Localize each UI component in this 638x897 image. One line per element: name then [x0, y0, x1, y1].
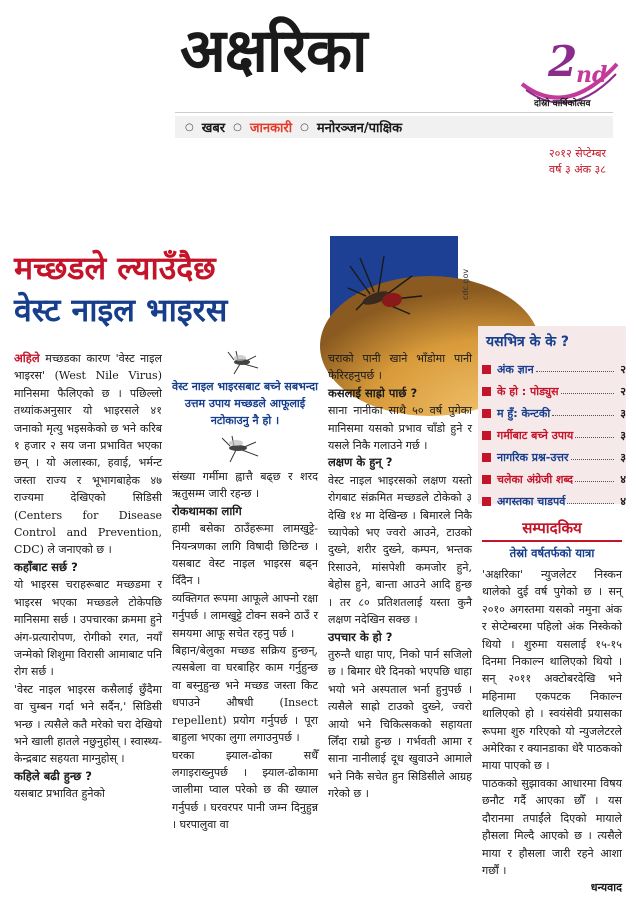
mosquito-photo	[330, 236, 458, 340]
square-bullet-icon	[482, 431, 491, 440]
toc-list	[478, 358, 626, 512]
toc-item[interactable]: चलेका अंग्रेजी शब्द ४	[478, 468, 626, 490]
tagline-news: खबर	[201, 121, 226, 136]
tagline-info: जानकारी	[249, 121, 293, 136]
square-bullet-icon	[482, 475, 491, 484]
toc-item[interactable]: म हुँ: केन्टकी ३	[478, 402, 626, 424]
subheading: लक्षण के हुन् ?	[328, 455, 393, 470]
paragraph: यसबाट प्रभावित हुनेको	[14, 787, 105, 801]
paragraph: 'वेस्ट नाइल भाइरस कसैलाई छुँदैमा वा चुम्बन गर्दा भने सर्दैन,' सिडिसी भन्छ । त्यसैले कतै मरेको चरा देखियो भने खाली हातले नछुनुहोस् । स्वास्थ्य-केन्द्रबाट सहयता माग्नुहोस् ।	[14, 682, 162, 766]
square-bullet-icon	[482, 387, 491, 396]
headline-line-2: वेस्ट नाइल भाइरस	[14, 291, 228, 329]
paragraph: 'अक्षरिका' न्युजलेटर निस्कन थालेको दुई वर्ष पुगेको छ । सन् २०१० अगस्तमा यसको नमुना अंक र सेप्टेम्बरमा पहिलो अंक निस्केको थियो । शुरुमा यसलाई १५-१५ दिनमा निकाल्न थालिएको थियो । सन् २०११ अक्टोबरदेखि भने महिनामा एकपटक निकाल्न थालिएको हो । स्वयंसेवी प्रयासका रूपमा शुरु गरिएको यो न्युजलेटरले अमेरिका र क्यानडाका धेरै पाठकको माया पाएको छ ।	[482, 568, 622, 773]
editorial-column	[482, 566, 622, 897]
toc-item[interactable]: के हो : पोड्युस २	[478, 380, 626, 402]
masthead-rule	[175, 112, 613, 113]
tagline-bar	[175, 116, 613, 138]
toc-item[interactable]: अगस्तका चाडपर्व ४	[478, 490, 626, 512]
paragraph: पाठकको सुझावका आधारमा विषय छनौट गर्दै आएका छौँ । यस दौरानमा तपाईंले दिएको मायाले हौसला मिल्दै आएको छ । त्यसैले माया र हौसला जारी रहने आशा गर्छौं ।	[482, 776, 622, 877]
paragraph: तुरुन्तै धाहा पाए, निको पार्न सजिलो छ । बिमार धेरै दिनको भएपछि धाहा भयो भने अस्पताल भर्ना हुनुपर्छ । त्यसैले साह्रो टाउको दुख्ने, ज्वरो आयो भने चिकित्सकको सहायता लिँदा राम्रो हुन्छ । गर्भवती आमा र साना नानीलाई दूध खुवाउने आमाले भने निकै सचेत हुन सिडिसीले आग्रह गरेको छ ।	[328, 647, 472, 801]
subheading: कसलाई साह्रो पार्छ ?	[328, 385, 418, 400]
issue-volume: वर्ष ३ अंक ३८	[549, 163, 606, 176]
mosquito-photo-icon	[330, 236, 458, 340]
toc-item[interactable]: अंक ज्ञान २	[478, 358, 626, 380]
paragraph: यो भाइरस चराहरूबाट मच्छडमा र भाइरस भएका मच्छडले टोकेपछि मानिसमा सर्छ । उपचारका क्रममा हुने अंग-प्रत्यारोपण, रोगीको रगत, नयाँ जन्मेको शिशुमा विरासी आमाबाट पनि रोग सर्छ ।	[14, 578, 162, 679]
square-bullet-icon	[482, 453, 491, 462]
square-bullet-icon	[482, 497, 491, 506]
paragraph: हामी बसेका ठाउँहरूमा लामखुट्टे-नियन्त्रणका लागि विषादी छिटिन्छ । यसबाट वेस्ट नाइल भाइरस बढ्न दिँदैन ।	[172, 522, 318, 588]
headline-line-1: मच्छडले ल्याउँदैछ	[14, 249, 216, 287]
issue-info	[549, 146, 606, 178]
anniversary-suffix: nd	[576, 62, 608, 88]
pull-quote: वेस्ट नाइल भाइरसबाट बच्ने सबभन्दा उत्तम उपाय मच्छडले आफूलाई नटोकाउनु नै हो ।	[172, 380, 318, 427]
photo-credit: cdc.gov	[461, 268, 470, 300]
toc-item[interactable]: नागरिक प्रश्न-उत्तर ३	[478, 446, 626, 468]
paragraph: मच्छडका कारण 'वेस्ट नाइल भाइरस' (West Nile Virus) मानिसमा फैलिएको छ । पछिल्लो तथ्यांकअनुसार यो भाइरसले ४१ जनाको मृत्यु भइसकेको छ भने करिब १ हजार २ सय जना प्रभावित भएका छन् । यो अलास्का, हवाई, भर्मन्ट जस्ता राज्य र भूभागबाहेक ४७ राज्यमा देखिएको सिडिसी (Centers for Disease Control and Prevention, CDC) ले जनाएको छ ।	[14, 352, 162, 557]
subheading: उपचार के हो ?	[328, 629, 393, 644]
square-bullet-icon	[482, 365, 491, 374]
paragraph: वेस्ट नाइल भाइरसको लक्षण यस्तो रोगबाट संक्रमित मच्छडले टोकेको ३ देखि १४ मा देखिन्छ । बिमारले निकै च्यापेको भए ज्वरो आउने, टाउको दुख्ने, शरीर दुख्ने, कम्पन, भन्तक रिसाउने, मांसपेशी कमजोर हुने, बेहोस हुने, बान्ता आउने आदि हुन्छ । तर ८० प्रतिशतलाई यस्ता कुनै लक्षण नदेखिन सक्छ ।	[328, 473, 472, 627]
masthead-title: अक्षरिका	[180, 16, 367, 86]
paragraph: घरका झ्याल-ढोका सधैँ लगाइराख्नुपर्छ । झ्याल-ढोकामा जालीमा प्वाल परेको छ की ख्याल गर्नुपर्छ । घरवरपर पानी जम्न दिनुहुन्न । घरपालुवा वा	[172, 748, 318, 832]
bullet-icon: ○	[185, 121, 194, 133]
paragraph: संख्या गर्मीमा ह्वात्तै बढ्छ र शरद ऋतुसम्म जारी रहन्छ ।	[172, 470, 318, 501]
issue-date: २०१२ सेप्टेम्बर	[548, 147, 606, 160]
anniversary-label: दोस्रो वार्षिकोत्सव	[534, 99, 591, 109]
mosquito-icon	[226, 350, 262, 376]
subheading: कहिले बढी हुन्छ ?	[14, 768, 92, 783]
article-column-1	[14, 350, 162, 803]
article-column-2	[172, 468, 318, 834]
paragraph: चराको पानी खाने भाँडोमा पानी फेरिरहनुपर्छ ।	[328, 352, 472, 383]
tagline-entertainment: मनोरञ्जन/पाक्षिक	[316, 121, 403, 136]
bullet-icon: ○	[300, 121, 309, 133]
subheading: रोकथामका लागि	[172, 503, 242, 518]
lead-word: अहिले	[14, 351, 40, 365]
editorial-signoff: धन्यवाद	[590, 881, 622, 895]
editorial-title: सम्पादकिय	[482, 518, 622, 542]
paragraph: बिहान/बेलुका मच्छड सक्रिय हुन्छन्, त्यसबेला वा घरबाहिर काम गर्नुहुन्छ वा बस्नुहुन्छ भने मच्छड जस्ता किट धपाउने औषधी (Insect repellent) प्रयोग गर्नुपर्छ । पूरा बाहुला भएका लुगा लगाउनुपर्छ ।	[172, 644, 318, 745]
bullet-icon: ○	[233, 121, 242, 133]
toc-item[interactable]: गर्मीबाट बच्ने उपाय ३	[478, 424, 626, 446]
paragraph: व्यक्तिगत रूपमा आफूले आफ्नो रक्षा गर्नुपर्छ । लामखुट्टे टोक्न सक्ने ठाउँ र समयमा आफू सचेत रहनु पर्छ ।	[172, 591, 318, 640]
paragraph: साना नानीका साथै ५० वर्ष पुगेका मानिसमा यसको प्रभाव चाँडो हुने र यसले निकै गलाउने गर्छ ।	[328, 404, 472, 453]
subheading: कहाँबाट सर्छ ?	[14, 559, 78, 574]
square-bullet-icon	[482, 409, 491, 418]
editorial-subtitle: तेस्रो वर्षतर्फको यात्रा	[509, 546, 595, 560]
anniversary-number: 2	[548, 37, 578, 86]
article-column-3	[328, 350, 472, 803]
toc-title: यसभित्र के के ?	[486, 334, 570, 350]
mosquito-icon	[220, 434, 260, 464]
